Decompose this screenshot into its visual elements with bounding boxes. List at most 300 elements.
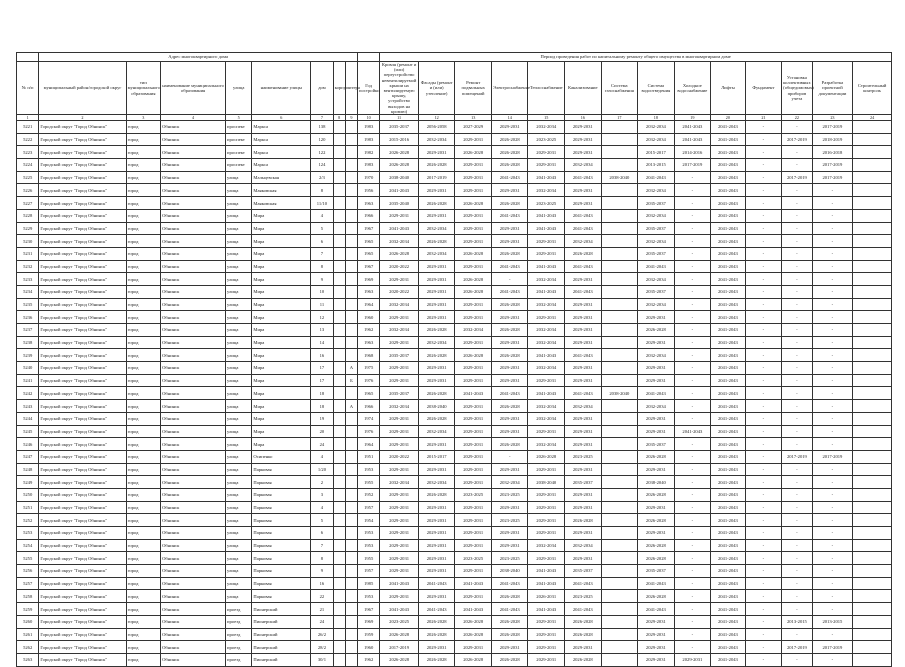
table-cell: 2041-2043 — [711, 514, 746, 527]
table-cell — [333, 285, 345, 298]
table-cell: 5250 — [17, 488, 39, 501]
table-cell: 9 — [311, 565, 333, 578]
table-cell: 2041-2043 — [674, 425, 711, 438]
table-cell: - — [812, 501, 853, 514]
table-cell: - — [745, 349, 782, 362]
table-cell: 5229 — [17, 222, 39, 235]
table-cell: - — [812, 260, 853, 273]
table-cell: улица — [226, 298, 252, 311]
table-cell: Городской округ "Город Обнинск" — [39, 400, 126, 413]
table-cell: 5263 — [17, 653, 39, 666]
table-cell: город — [126, 285, 161, 298]
table-cell: Городской округ "Город Обнинск" — [39, 438, 126, 451]
table-cell: Городской округ "Город Обнинск" — [39, 539, 126, 552]
table-cell: 4 — [311, 209, 333, 222]
table-cell: улица — [226, 438, 252, 451]
table-cell: 2041-2043 — [455, 603, 492, 616]
table-cell: 2035-2037 — [565, 565, 602, 578]
table-cell: 2032-2034 — [565, 235, 602, 248]
table-cell: - — [782, 273, 812, 286]
table-cell: - — [812, 653, 853, 666]
table-row — [17, 527, 892, 540]
table-cell: 19 — [311, 412, 333, 425]
table-row — [17, 374, 892, 387]
table-cell: 2029-2031 — [455, 362, 492, 375]
table-cell: - — [674, 197, 711, 210]
table-cell: 2026-2028 — [418, 615, 455, 628]
table-cell: проезд — [226, 615, 252, 628]
table-cell — [333, 577, 345, 590]
table-cell: Пионерский — [252, 615, 311, 628]
table-cell: - — [745, 400, 782, 413]
table-cell: Мира — [252, 235, 311, 248]
table-cell: город — [126, 260, 161, 273]
table-cell: 1957 — [358, 501, 380, 514]
table-cell: улица — [226, 171, 252, 184]
table-cell: 2041-2043 — [711, 146, 746, 159]
table-cell: 5235 — [17, 298, 39, 311]
table-cell: - — [812, 514, 853, 527]
table-cell: Городской округ "Город Обнинск" — [39, 653, 126, 666]
table-cell: 2029-2031 — [638, 628, 675, 641]
table-cell: 2026-2028 — [638, 552, 675, 565]
table-cell: 2029-2031 — [418, 552, 455, 565]
table-cell: 2032-2034 — [528, 438, 565, 451]
table-cell: 2032-2034 — [418, 476, 455, 489]
table-cell: 2041-2043 — [674, 121, 711, 134]
header-spacer — [17, 53, 39, 62]
table-cell — [333, 121, 345, 134]
table-cell: - — [782, 362, 812, 375]
table-cell: Городской округ "Город Обнинск" — [39, 488, 126, 501]
table-cell: 1976 — [358, 425, 380, 438]
table-cell: 5257 — [17, 577, 39, 590]
table-cell: 5223 — [17, 146, 39, 159]
table-cell: 11/10 — [311, 197, 333, 210]
table-cell: 2017-2019 — [812, 641, 853, 654]
table-cell: Городской округ "Город Обнинск" — [39, 603, 126, 616]
table-cell: 2026-2028 — [491, 324, 528, 337]
table-cell: 2029-2031 — [380, 209, 419, 222]
table-cell: 2029-2031 — [638, 311, 675, 324]
table-cell: 22 — [311, 590, 333, 603]
column-number: 24 — [853, 115, 892, 121]
table-cell: Городской округ "Город Обнинск" — [39, 260, 126, 273]
table-cell — [333, 273, 345, 286]
table-cell: - — [674, 298, 711, 311]
table-cell: 2029-2031 — [380, 539, 419, 552]
table-cell: Обнинск — [161, 425, 226, 438]
table-cell: Городской округ "Город Обнинск" — [39, 514, 126, 527]
table-cell: - — [745, 159, 782, 172]
table-cell: 2041-2043 — [455, 577, 492, 590]
table-cell: - — [812, 539, 853, 552]
table-cell — [345, 260, 357, 273]
table-cell: Мальцевская — [252, 171, 311, 184]
table-cell: Обнинск — [161, 121, 226, 134]
column-number: 2 — [39, 115, 126, 121]
table-cell: 5251 — [17, 501, 39, 514]
table-cell: 2035-2037 — [638, 247, 675, 260]
table-cell — [345, 425, 357, 438]
table-cell: Обнинск — [161, 577, 226, 590]
table-cell: 2018-2019 — [812, 133, 853, 146]
table-row — [17, 539, 892, 552]
table-cell: 6 — [311, 235, 333, 248]
table-row — [17, 349, 892, 362]
table-cell: 5240 — [17, 362, 39, 375]
column-header: корпус — [333, 62, 345, 115]
table-cell: 2029-2031 — [380, 501, 419, 514]
table-cell: 2032-2034 — [638, 121, 675, 134]
table-cell: - — [674, 539, 711, 552]
table-cell — [345, 349, 357, 362]
table-cell: - — [782, 590, 812, 603]
table-cell: 2029-2031 — [528, 514, 565, 527]
table-cell: 2026-2028 — [491, 349, 528, 362]
table-cell: 2029-2031 — [418, 374, 455, 387]
table-cell — [853, 387, 892, 400]
table-cell: Городской округ "Город Обнинск" — [39, 501, 126, 514]
table-cell: - — [745, 222, 782, 235]
table-cell: - — [812, 184, 853, 197]
table-cell — [601, 438, 638, 451]
table-cell: улица — [226, 209, 252, 222]
table-row — [17, 184, 892, 197]
table-cell: 5230 — [17, 235, 39, 248]
table-cell: - — [812, 590, 853, 603]
table-cell: 2029-2031 — [455, 476, 492, 489]
table-cell — [853, 400, 892, 413]
table-cell: - — [812, 412, 853, 425]
table-cell: 5255 — [17, 552, 39, 565]
table-cell: Городской округ "Город Обнинск" — [39, 209, 126, 222]
column-number: 15 — [528, 115, 565, 121]
table-cell — [345, 450, 357, 463]
table-cell: Городской округ "Город Обнинск" — [39, 374, 126, 387]
table-cell — [601, 260, 638, 273]
table-cell: 2029-2031 — [491, 235, 528, 248]
table-cell: 2041-2043 — [528, 387, 565, 400]
table-cell — [333, 362, 345, 375]
table-cell: 2029-2031 — [528, 501, 565, 514]
table-cell: 2029-2031 — [455, 336, 492, 349]
table-row — [17, 362, 892, 375]
table-cell: - — [674, 641, 711, 654]
table-cell — [853, 171, 892, 184]
table-cell: 5246 — [17, 438, 39, 451]
table-cell — [345, 603, 357, 616]
table-cell — [333, 235, 345, 248]
table-cell: 2015-2016 — [380, 133, 419, 146]
table-cell: - — [782, 425, 812, 438]
table-cell: Б — [345, 374, 357, 387]
table-cell: 2041-2043 — [380, 184, 419, 197]
table-cell: - — [674, 565, 711, 578]
column-header: литера — [345, 62, 357, 115]
table-cell: 2029-2031 — [455, 641, 492, 654]
table-cell: - — [745, 653, 782, 666]
table-cell — [853, 539, 892, 552]
table-cell: 5242 — [17, 387, 39, 400]
table-cell: 2027-2029 — [455, 121, 492, 134]
table-cell: город — [126, 362, 161, 375]
table-cell: 2041-2043 — [711, 450, 746, 463]
table-cell: - — [745, 133, 782, 146]
table-cell: Маркса — [252, 146, 311, 159]
table-cell: 2032-2034 — [418, 336, 455, 349]
table-cell — [853, 184, 892, 197]
table-cell: - — [674, 374, 711, 387]
table-cell: 2026-2028 — [380, 628, 419, 641]
table-cell: 5248 — [17, 463, 39, 476]
table-cell: 1951 — [358, 450, 380, 463]
table-cell: Парковая — [252, 463, 311, 476]
table-cell: 5252 — [17, 514, 39, 527]
table-cell: улица — [226, 565, 252, 578]
table-cell: - — [812, 235, 853, 248]
table-cell: 2041-2043 — [380, 577, 419, 590]
table-cell — [345, 311, 357, 324]
table-cell: - — [782, 349, 812, 362]
table-cell: город — [126, 146, 161, 159]
table-cell: - — [812, 285, 853, 298]
table-cell: 5 — [311, 222, 333, 235]
table-cell: 1965 — [358, 387, 380, 400]
table-cell: 2041-2043 — [528, 222, 565, 235]
table-cell: 2029-2031 — [455, 501, 492, 514]
table-cell: Обнинск — [161, 400, 226, 413]
table-cell: 2026-2028 — [418, 653, 455, 666]
table-cell: Городской округ "Город Обнинск" — [39, 247, 126, 260]
table-cell: 1960 — [358, 311, 380, 324]
table-cell: - — [491, 450, 528, 463]
table-cell: город — [126, 298, 161, 311]
table-cell: Городской округ "Город Обнинск" — [39, 362, 126, 375]
table-cell: Мира — [252, 273, 311, 286]
table-cell: 2041-2043 — [711, 425, 746, 438]
table-row — [17, 615, 892, 628]
column-header: Ремонт подвальных помещений — [455, 62, 492, 115]
table-cell: 1964 — [358, 438, 380, 451]
table-cell: 2029-2031 — [455, 171, 492, 184]
table-cell: город — [126, 400, 161, 413]
table-cell: Маяковская — [252, 197, 311, 210]
table-cell: Обнинск — [161, 349, 226, 362]
table-cell: 5237 — [17, 324, 39, 337]
table-cell: Обнинск — [161, 159, 226, 172]
table-cell: - — [674, 476, 711, 489]
table-cell: 2026-2031 — [528, 590, 565, 603]
table-cell: 2023-2025 — [491, 488, 528, 501]
table-cell: Мира — [252, 298, 311, 311]
table-cell: 2029-2031 — [565, 438, 602, 451]
table-cell — [333, 476, 345, 489]
table-cell: 2041-2043 — [380, 222, 419, 235]
table-cell: 2029-2031 — [380, 273, 419, 286]
table-cell: - — [812, 387, 853, 400]
table-cell: Обнинск — [161, 285, 226, 298]
table-cell — [333, 488, 345, 501]
table-cell: 2035-2037 — [638, 565, 675, 578]
table-cell: Мира — [252, 387, 311, 400]
table-row — [17, 171, 892, 184]
table-cell: 2026-2028 — [528, 450, 565, 463]
table-cell — [601, 298, 638, 311]
table-cell — [333, 349, 345, 362]
table-cell: улица — [226, 336, 252, 349]
table-cell: 2041-2043 — [711, 501, 746, 514]
column-number: 8 — [333, 115, 345, 121]
table-cell: 26/2 — [311, 628, 333, 641]
table-cell: Обнинск — [161, 184, 226, 197]
table-cell: 5259 — [17, 603, 39, 616]
table-cell — [601, 653, 638, 666]
table-cell — [601, 527, 638, 540]
table-cell: - — [745, 298, 782, 311]
table-cell: 1962 — [358, 324, 380, 337]
table-cell: Обнинск — [161, 628, 226, 641]
table-cell: Мира — [252, 222, 311, 235]
table-cell: 2029-2031 — [380, 488, 419, 501]
table-cell: 13 — [311, 324, 333, 337]
table-cell: улица — [226, 400, 252, 413]
table-cell: - — [782, 324, 812, 337]
table-cell: 2029-2031 — [565, 527, 602, 540]
table-cell: 1/20 — [311, 463, 333, 476]
table-cell: - — [812, 603, 853, 616]
table-cell: Обнинск — [161, 450, 226, 463]
table-cell — [345, 590, 357, 603]
table-cell: 2015-2017 — [638, 146, 675, 159]
table-cell: 2026-2028 — [491, 400, 528, 413]
table-cell: 2029-2031 — [565, 324, 602, 337]
column-number: 4 — [161, 115, 226, 121]
column-header: Теплоснабжение — [528, 62, 565, 115]
table-cell: - — [674, 235, 711, 248]
table-cell: 2026-2028 — [491, 628, 528, 641]
table-cell: 2029-2031 — [565, 425, 602, 438]
column-number: 18 — [638, 115, 675, 121]
table-cell: 16 — [311, 349, 333, 362]
table-cell: 2032-2034 — [528, 324, 565, 337]
table-cell — [601, 146, 638, 159]
table-cell: улица — [226, 362, 252, 375]
table-cell: Городской округ "Город Обнинск" — [39, 184, 126, 197]
table-cell: 1965 — [358, 247, 380, 260]
table-cell: 2041-2043 — [711, 235, 746, 248]
table-cell: - — [782, 336, 812, 349]
table-cell: 2029-2031 — [418, 527, 455, 540]
table-row — [17, 146, 892, 159]
table-row — [17, 577, 892, 590]
table-cell — [345, 463, 357, 476]
table-cell: 2032-2034 — [638, 400, 675, 413]
table-cell: 2029-2031 — [418, 590, 455, 603]
table-cell: Маяковская — [252, 184, 311, 197]
table-cell: Маркса — [252, 121, 311, 134]
table-cell: 2029-2031 — [528, 552, 565, 565]
table-cell: 2029-2031 — [418, 260, 455, 273]
table-cell: 5254 — [17, 539, 39, 552]
table-cell — [333, 209, 345, 222]
table-cell — [853, 349, 892, 362]
table-cell: 2029-2031 — [418, 298, 455, 311]
table-cell: Парковая — [252, 552, 311, 565]
table-cell: город — [126, 336, 161, 349]
table-cell — [853, 527, 892, 540]
table-cell — [853, 222, 892, 235]
table-cell — [601, 311, 638, 324]
table-cell: Городской округ "Город Обнинск" — [39, 285, 126, 298]
table-cell: 2017-2019 — [782, 641, 812, 654]
table-row — [17, 285, 892, 298]
table-cell: 2029-2031 — [528, 247, 565, 260]
table-cell: Городской округ "Город Обнинск" — [39, 324, 126, 337]
table-row — [17, 298, 892, 311]
table-cell: - — [674, 628, 711, 641]
table-cell: 2041-2043 — [528, 260, 565, 273]
table-cell: 11 — [311, 298, 333, 311]
table-cell: 2023-2025 — [528, 133, 565, 146]
table-cell: Городской округ "Город Обнинск" — [39, 476, 126, 489]
table-cell: 2041-2043 — [711, 184, 746, 197]
table-cell — [601, 159, 638, 172]
table-cell: 2041-2043 — [491, 387, 528, 400]
table-cell — [333, 311, 345, 324]
table-cell: 2026-2028 — [380, 146, 419, 159]
table-cell — [345, 159, 357, 172]
table-cell: 1985 — [358, 577, 380, 590]
table-cell: 2029-2031 — [491, 425, 528, 438]
table-cell — [853, 641, 892, 654]
table-cell: Городской округ "Город Обнинск" — [39, 641, 126, 654]
table-cell: - — [491, 273, 528, 286]
table-row — [17, 260, 892, 273]
table-cell: 1967 — [358, 222, 380, 235]
table-cell: 2032-2034 — [638, 133, 675, 146]
table-cell: 2029-2031 — [455, 159, 492, 172]
table-cell: 2029-2031 — [528, 374, 565, 387]
table-cell: 2029-2031 — [455, 400, 492, 413]
table-cell: - — [674, 349, 711, 362]
table-cell: - — [782, 374, 812, 387]
table-cell: 2038-2040 — [601, 171, 638, 184]
table-cell: 2029-2031 — [638, 425, 675, 438]
table-cell: Пионерский — [252, 653, 311, 666]
table-cell: 2032-2034 — [638, 298, 675, 311]
table-cell: - — [745, 273, 782, 286]
table-cell: 2041-2043 — [674, 133, 711, 146]
column-number: 10 — [358, 115, 380, 121]
table-cell: 2041-2043 — [638, 577, 675, 590]
table-cell: Мира — [252, 209, 311, 222]
table-cell: 2029-2031 — [528, 641, 565, 654]
table-cell: - — [812, 488, 853, 501]
table-cell — [345, 438, 357, 451]
table-cell: 2029-2031 — [380, 514, 419, 527]
table-cell: 2026-2028 — [455, 285, 492, 298]
table-cell: 2017-2019 — [812, 121, 853, 134]
table-row — [17, 653, 892, 666]
column-header: Фундамент — [745, 62, 782, 115]
table-cell: 2032-2034 — [455, 324, 492, 337]
table-cell: 5224 — [17, 159, 39, 172]
table-cell: 1962 — [358, 653, 380, 666]
table-cell — [345, 577, 357, 590]
table-cell: 7 — [311, 539, 333, 552]
table-cell — [345, 565, 357, 578]
